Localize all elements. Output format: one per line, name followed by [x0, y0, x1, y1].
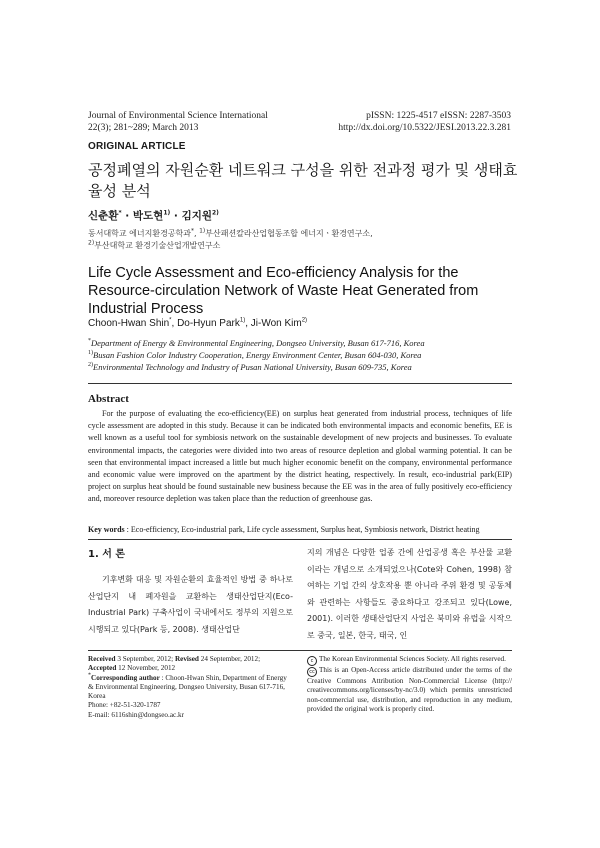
journal-name: Journal of Environmental Science International: [88, 111, 268, 121]
corresponding-text: : Choon-Hwan Shin, Department of Energy & Environmental Engineering, Dongseo University, Busan 617-716, Korea: [88, 673, 287, 701]
received-date: 3 September, 2012;: [115, 655, 175, 663]
received-label: Received: [88, 655, 116, 663]
corresponding-author: [88, 674, 293, 702]
author-3-en-mark: 2): [301, 317, 308, 324]
korean-affiliation-1: 동서대학교 에너지환경공학과: [88, 229, 192, 238]
article-type: ORIGINAL ARTICLE: [88, 141, 186, 152]
english-affiliation-mark: *: [88, 338, 91, 345]
korean-affiliation-2-mark: 1): [199, 227, 206, 235]
english-authors: [88, 318, 307, 329]
keywords-text: : Eco-efficiency, Eco-industrial park, Life cycle assessment, Surplus heat, Symbiosis network, District heating: [124, 525, 480, 534]
copyright-text: The Korean Environmental Sciences Society. All rights reserved.: [319, 655, 506, 663]
footnote-right: [307, 655, 512, 714]
journal-volume: 22(3); 281~289; March 2013: [88, 123, 199, 133]
english-affiliation: [88, 337, 518, 349]
korean-affiliation-1-mark: *: [191, 227, 195, 235]
english-affiliation: [88, 349, 518, 361]
journal-issn: pISSN: 1225-4517 eISSN: 2287-3503: [366, 111, 511, 121]
divider-keywords: [88, 539, 512, 540]
corresponding-label: Corresponding author: [91, 673, 160, 682]
phone: Phone: +82-51-320-1787: [88, 701, 161, 710]
corresponding-mark: *: [88, 672, 91, 679]
journal-header-left: [88, 110, 268, 134]
journal-header-right: [338, 110, 511, 134]
english-affiliation-text: Environmental Technology and Industry of Pusan National University, Busan 609-735, Korea: [93, 362, 412, 372]
korean-title: 공정폐열의 자원순환 네트워크 구성을 위한 전과정 평가 및 생태효율성 분석: [88, 161, 518, 200]
english-affiliation-mark: 1): [88, 350, 93, 357]
author-2-ko-mark: 1): [163, 209, 171, 217]
creative-commons-icon: cc: [307, 667, 317, 677]
english-affiliation-mark: 2): [88, 362, 93, 369]
author-1-ko-mark: *: [118, 209, 122, 217]
author-2-en: , Do-Hyun Park: [171, 318, 240, 329]
author-separator: ·: [121, 210, 133, 222]
accepted-date: 12 November, 2012: [116, 664, 176, 673]
body-column-right: 지의 개념은 다양한 업종 간에 산업공생 혹은 부산물 교환이라는 개념으로 소개되었으나(Cote와 Cohen, 1998) 참여하는 기업 간의 상호작용 뿐 아니라 주위 환경 및 공동체와 관련하는 사항들도 중요하다고 강조되고 있다(Lowe, 2001). 이러한 생태산업단지 사업은 북미와 유럽을 시작으로 중국, 일본, 한국, 태국, 인: [307, 548, 512, 640]
body-column-left: 기후변화 대응 및 자원순환의 효율적인 방법 중 하나로 산업단지 내 폐자원을 교환하는 생태산업단지(Eco-Industrial Park) 구축사업이 국내에서도 정부의 지원으로 시행되고 있다(Park 등, 2008). 생태산업단: [88, 575, 293, 634]
korean-affiliation-line-1: [88, 228, 518, 240]
english-affiliation-text: Department of Energy & Environmental Engineering, Dongseo University, Busan 617-716, Korea: [91, 338, 425, 348]
journal-doi[interactable]: http://dx.doi.org/10.5322/JESI.2013.22.3.281: [338, 123, 511, 133]
korean-affiliation-line-2: [88, 240, 518, 252]
email[interactable]: E-mail: 6116shin@dongseo.ac.kr: [88, 710, 184, 719]
author-1-en: Choon-Hwan Shin: [88, 318, 170, 329]
english-title: Life Cycle Assessment and Eco-efficiency Analysis for the Resource-circulation Network of Waste Heat Generated from Industrial Process: [88, 265, 479, 317]
author-separator: ·: [170, 210, 182, 222]
author-1-ko: 신춘환: [88, 210, 119, 222]
author-2-en-mark: 1): [239, 317, 246, 324]
footnote-left: [88, 655, 293, 720]
korean-affiliations: [88, 228, 518, 252]
license-line: [307, 666, 512, 714]
keywords-label: Key words: [88, 525, 125, 534]
divider-footnote: [88, 650, 512, 651]
korean-affiliation-sep: ,: [194, 229, 200, 238]
copyright-line: [307, 655, 512, 666]
keywords: [88, 524, 512, 535]
korean-affiliation-2: 부산패션칼라산업협동조합 에너지ㆍ환경연구소,: [205, 229, 373, 238]
author-1-en-mark: *: [169, 317, 172, 324]
author-3-ko-mark: 2): [212, 209, 219, 217]
author-3-en: , Ji-Won Kim: [245, 318, 302, 329]
dates-line-1: [88, 655, 293, 664]
korean-affiliation-3: 부산대학교 환경기술산업개발연구소: [94, 241, 221, 250]
section-heading: 1. 서 론: [88, 549, 126, 560]
copyright-icon: c: [307, 656, 317, 666]
author-3-ko: 김지원: [181, 210, 212, 222]
revised-label: Revised: [174, 655, 199, 663]
english-affiliation: [88, 361, 518, 373]
license-text: This is an Open-Access article distributed under the terms of the Creative Commons Attribution Non-Commercial License (http:// creativecommons.org/licenses/by-nc/3.0) which permits unrestricted non-commercial use, distribution, and reproduction in any medium, provided the original work is properly cited.: [307, 666, 512, 713]
abstract-heading: Abstract: [88, 393, 129, 405]
revised-date: 24 September, 2012;: [198, 655, 261, 663]
divider-top: [88, 383, 512, 384]
korean-affiliation-3-mark: 2): [88, 239, 95, 247]
accepted-label: Accepted: [88, 664, 117, 673]
dates-line-2: [88, 664, 293, 673]
korean-authors: [88, 208, 219, 223]
abstract-body: For the purpose of evaluating the eco-efficiency(EE) on surplus heat generated from industrial process, techniques of life cycle assessment are adopted in this study. Because it can be indicated both environmental impacts and economic benefits, EE is well known as a useful tool for symbiosis network on the sustainable development of new projects and businesses. To evaluate environmental impacts, the categories were divided into two areas of resource depletion and global warming potential. It can be seen that environmental impact increased a little but much higher economic benefit on the company, environmental performance and economic value were improved on the apartment by the district heating, respectively. In result, eco-industrial park(EIP) project on surplus heat should be found sustainable new business because the EE was in the area of fully positively eco-efficiency and, moreover resource depletion was taken place than the reduction of greenhouse gas.: [88, 409, 512, 504]
english-affiliations: [88, 337, 518, 373]
author-2-ko: 박도현: [132, 210, 164, 222]
english-affiliation-text: Busan Fashion Color Industry Cooperation, Energy Environment Center, Busan 604-030, Korea: [93, 350, 422, 360]
